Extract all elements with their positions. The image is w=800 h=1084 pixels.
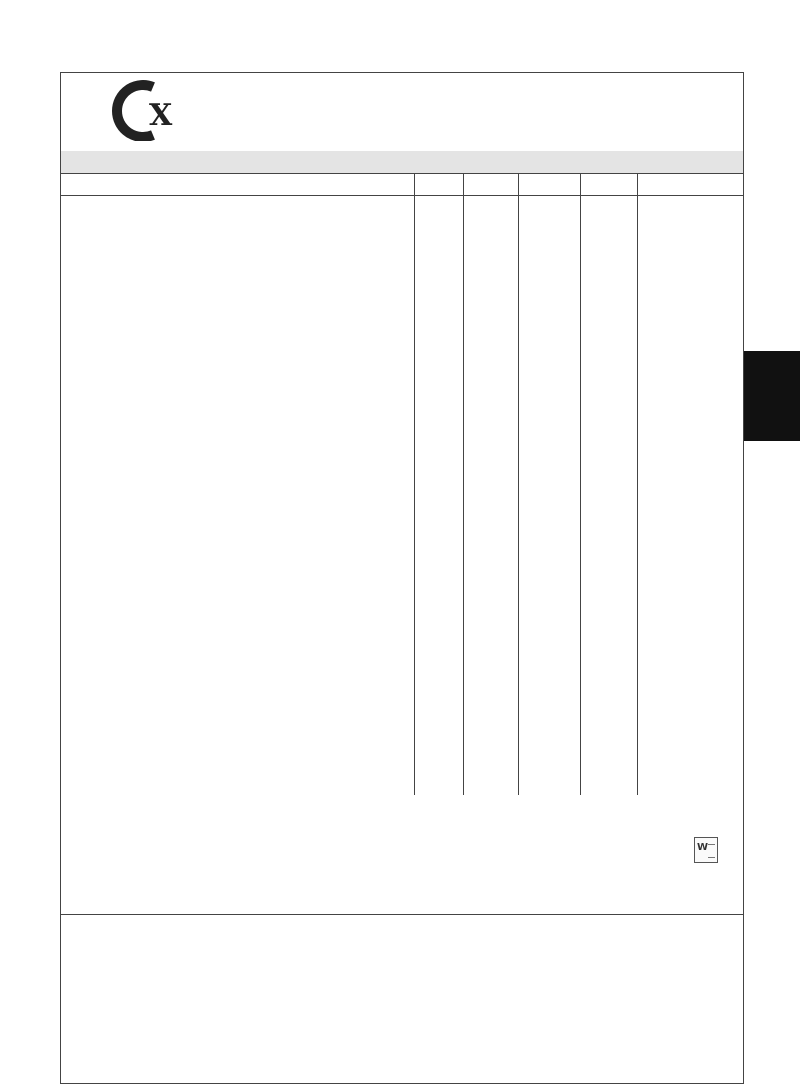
banner [61,73,743,152]
table-header [61,174,743,196]
divider [518,174,519,795]
series-title [61,151,743,174]
document-icon [694,837,718,863]
wedding-package [61,817,743,915]
itinerary-link[interactable] [686,837,726,863]
section-tab [744,351,800,441]
divider [463,174,464,795]
footer [726,1014,736,1028]
divider [414,174,415,795]
divider [580,174,581,795]
divider [637,174,638,795]
logo-icon [109,79,209,141]
ad-frame [60,72,744,1084]
svg-text:X: X [149,98,173,133]
